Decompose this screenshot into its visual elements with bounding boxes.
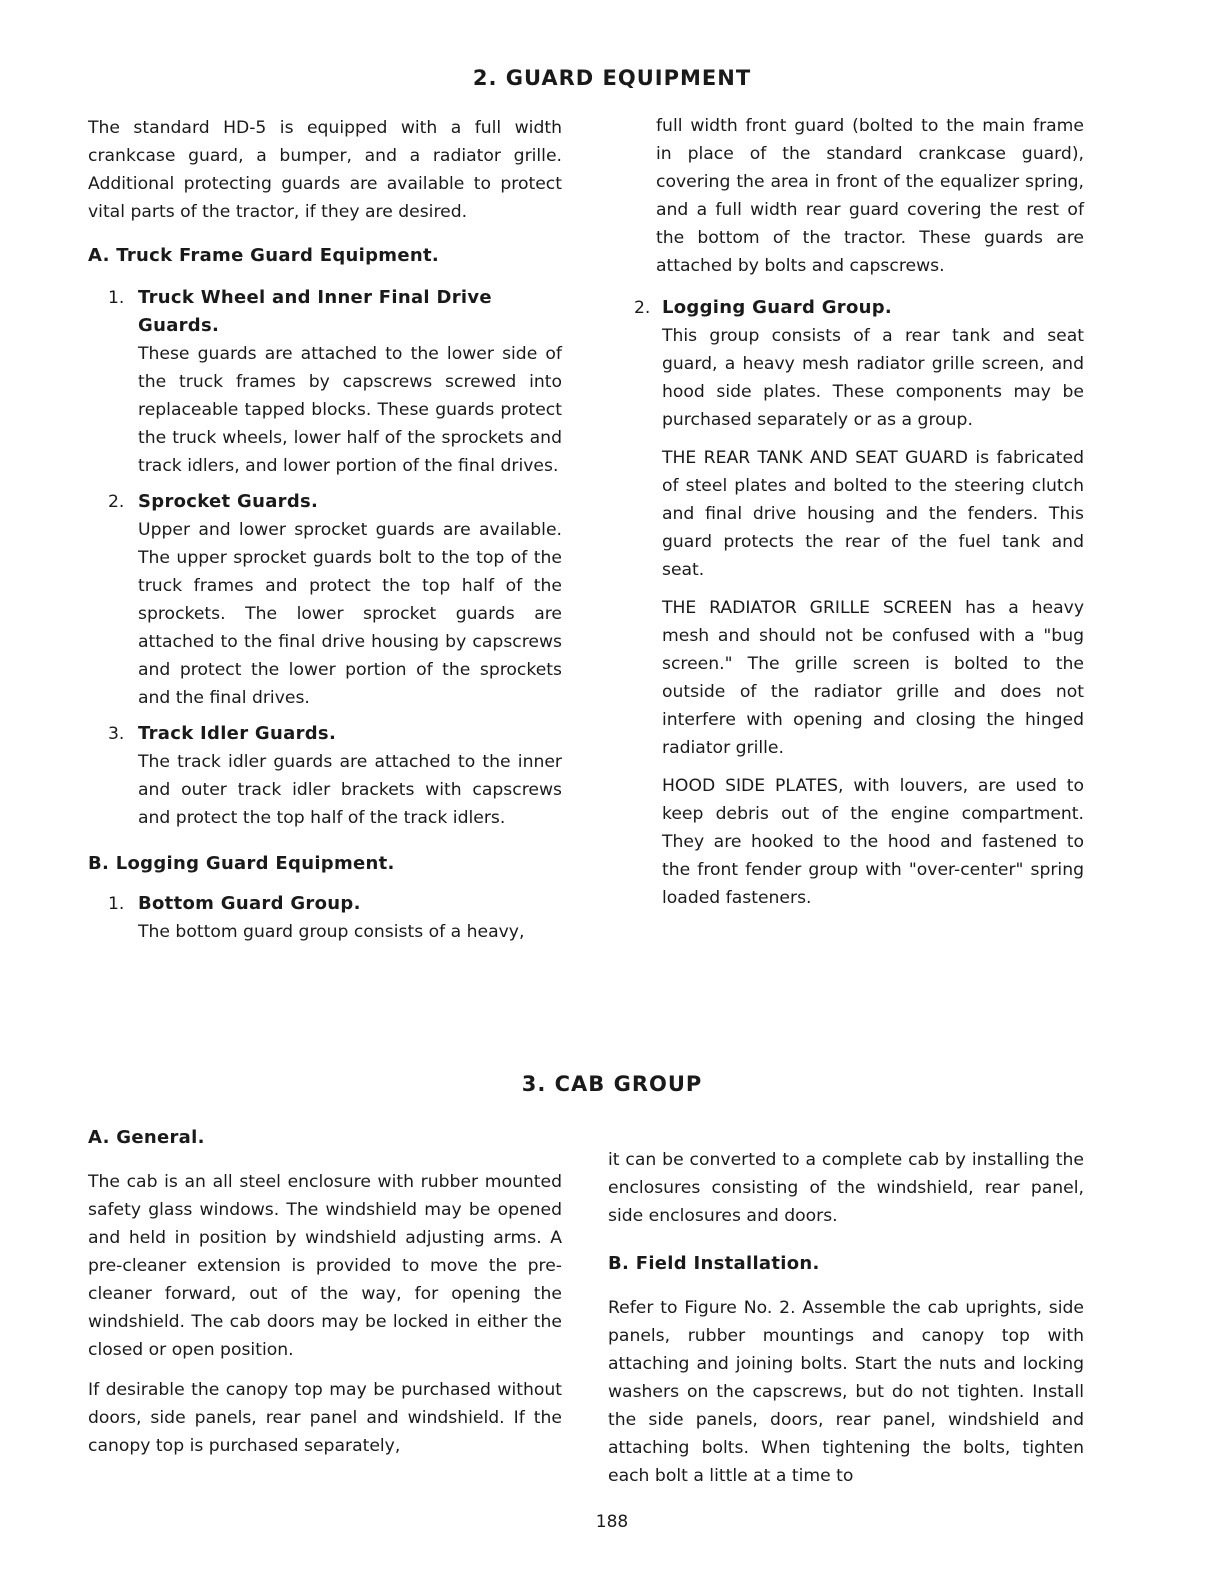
list-item [88,720,562,832]
item-text: The bottom guard group consists of a heavy, [138,922,525,942]
page-number: 188 [595,1512,629,1532]
cab-right-column [608,1146,1084,1498]
paragraph-radiator-grille-screen: THE RADIATOR GRILLE SCREEN has a heavy mesh and should not be confused with a "bug screen." The grille screen is bolted to the outside of the radiator grille and does not interfere with opening and closing the hinged radiator grille. [662,598,1084,758]
subheading-logging-guard: B. Logging Guard Equipment. [88,853,395,874]
item-number: 3. [108,724,125,744]
list-item [88,284,562,480]
item-title: Logging Guard Group. [662,297,893,318]
paragraph-canopy-top-continued: it can be converted to a complete cab by installing the enclosures consisting of the windshield, rear panel, side enclosures and doors. [608,1150,1084,1226]
item-title: Sprocket Guards. [138,491,319,512]
paragraph-cab-general: The cab is an all steel enclosure with rubber mounted safety glass windows. The windshield may be opened and held in position by windshield adjusting arms. A pre-cleaner extension is provided to move the pre-cleaner forward, out of the way, for opening the windshield. The cab doors may be locked in either the closed or open position. [88,1172,562,1360]
item-text: Upper and lower sprocket guards are available. The upper sprocket guards bolt to the top of the truck frames and protect the top half of the sprockets. The lower sprocket guards are attached to the final drive housing by capscrews and protect the lower portion of the sprockets and the final drives. [138,520,562,708]
subheading-truck-frame-guard: A. Truck Frame Guard Equipment. [88,245,440,266]
subheading-general: A. General. [88,1127,205,1148]
item-text: These guards are attached to the lower side of the truck frames by capscrews screwed into replaceable tapped blocks. These guards protect the truck wheels, lower half of the sprockets and track idlers, and lower portion of the final drives. [138,344,562,476]
guard-left-column [88,114,562,952]
paragraph-hood-side-plates: HOOD SIDE PLATES, with louvers, are used to keep debris out of the engine compartment. They are hooked to the hood and fastened to the front fender group with "over-center" spring loaded fasteners. [662,776,1084,908]
item-title: Truck Wheel and Inner Final Drive Guards. [138,287,492,336]
list-item-continued [634,112,1084,280]
item-text: full width front guard (bolted to the main frame in place of the standard crankcase guard), covering the area in front of the equalizer spring, and a full width rear guard covering the rest of the bottom of the tractor. These guards are attached by bolts and capscrews. [656,116,1084,276]
item-text: The track idler guards are attached to the inner and outer track idler brackets with capscrews and protect the top half of the track idlers. [138,752,562,828]
guard-right-column [634,112,1084,918]
section-title-cab-group: 3. CAB GROUP [521,1072,703,1096]
item-number: 1. [108,894,125,914]
item-number: 2. [634,298,651,318]
list-item [88,488,562,712]
subheading-field-installation: B. Field Installation. [608,1253,820,1274]
item-number: 2. [108,492,125,512]
guard-intro: The standard HD-5 is equipped with a full width crankcase guard, a bumper, and a radiator grille. Additional protecting guards are available to protect vital parts of the tractor, if they are desired. [88,118,562,222]
item-number: 1. [108,288,125,308]
paragraph-canopy-top: If desirable the canopy top may be purchased without doors, side panels, rear panel and windshield. If the canopy top is purchased separately, [88,1380,562,1456]
list-item [88,890,562,946]
list-item [634,294,1084,912]
section-title-guard-equipment: 2. GUARD EQUIPMENT [472,66,752,90]
item-title: Bottom Guard Group. [138,893,361,914]
item-text: This group consists of a rear tank and seat guard, a heavy mesh radiator grille screen, and hood side plates. These components may be purchased separately or as a group. [662,326,1084,430]
paragraph-rear-tank-guard: THE REAR TANK AND SEAT GUARD is fabricated of steel plates and bolted to the steering clutch and final drive housing and the fenders. This guard protects the rear of the fuel tank and seat. [662,448,1084,580]
paragraph-field-installation: Refer to Figure No. 2. Assemble the cab uprights, side panels, rubber mountings and canopy top with attaching and joining bolts. Start the nuts and locking washers on the capscrews, but do not tighten. Install the side panels, doors, rear panel, windshield and attaching bolts. When tightening the bolts, tighten each bolt a little at a time to [608,1298,1084,1486]
cab-left-column [88,1124,562,1468]
item-title: Track Idler Guards. [138,723,337,744]
